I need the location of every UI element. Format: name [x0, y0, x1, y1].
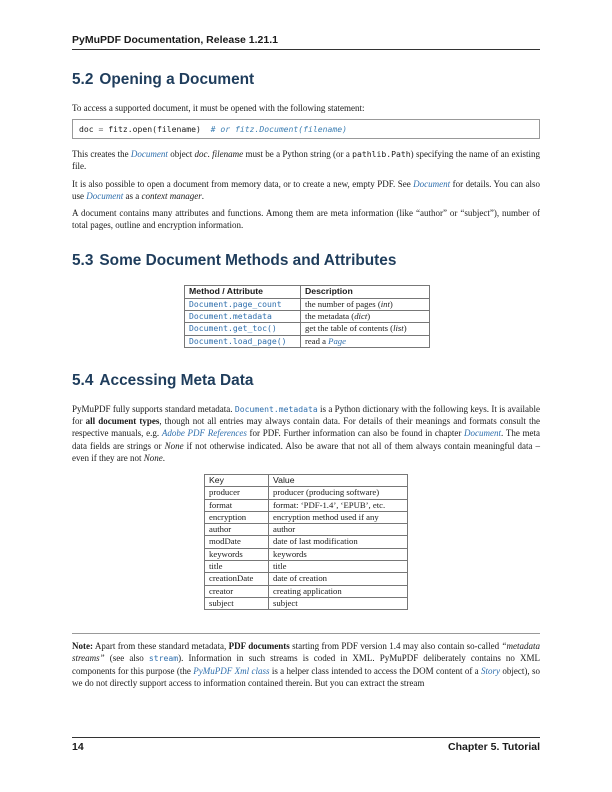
story-link[interactable]: Story	[481, 665, 501, 676]
section-title: Opening a Document	[99, 71, 255, 88]
stream-link[interactable]: stream	[148, 653, 179, 664]
table-row	[185, 335, 430, 347]
note-rule	[72, 633, 540, 634]
meta-value: date of last modification	[269, 536, 408, 548]
meta-value: encryption method used if any	[269, 511, 408, 523]
meta-key: author	[205, 524, 269, 536]
opening-paragraph-2: It is also possible to open a document from memory data, or to create a new, empty PDF. See Document for details. You can also use Document as a context manager.	[72, 178, 540, 201]
meta-key: title	[205, 561, 269, 573]
method-description: get the table of contents (list)	[301, 323, 430, 335]
column-header: Key	[205, 474, 269, 486]
meta-key: keywords	[205, 548, 269, 560]
meta-key: creator	[205, 585, 269, 597]
method-link[interactable]: Document.get_toc()	[185, 323, 301, 335]
column-header: Method / Attribute	[185, 286, 301, 298]
note-paragraph: Note: Apart from these standard metadata, PDF documents starting from PDF version 1.4 may also contain so-called “metadata streams” (see also stream). Information in such streams is coded in XML. PyMuPDF deliberately contains no XML components for this purpose (the PyMuPDF Xml class is a helper class intended to access the DOM content of a Story object), so we do not directly support access to information contained therein. But you can extract the stream	[72, 641, 541, 688]
header-rule	[72, 49, 540, 50]
method-link[interactable]: Document.load_page()	[185, 335, 301, 347]
section-heading-opening	[72, 70, 540, 90]
metadata-link[interactable]: Document.metadata	[234, 403, 318, 414]
meta-value: format: ‘PDF-1.4’, ‘EPUB’, etc.	[269, 499, 408, 511]
table-row	[205, 499, 408, 511]
meta-key: creationDate	[205, 573, 269, 585]
meta-key: format	[205, 499, 269, 511]
method-link[interactable]: Document.metadata	[185, 311, 301, 323]
document-link[interactable]: Document	[413, 178, 451, 189]
document-link[interactable]: Document	[130, 149, 168, 160]
meta-key: encryption	[205, 511, 269, 523]
page-number: 14	[72, 741, 84, 753]
section-heading-meta	[72, 371, 540, 391]
code-operator: =	[98, 124, 104, 135]
meta-value: creating application	[269, 585, 408, 597]
section-title: Accessing Meta Data	[99, 371, 254, 389]
column-header: Description	[301, 286, 430, 298]
section-number: 5.4	[72, 371, 94, 389]
methods-table	[184, 285, 430, 347]
section-number: 5.3	[72, 252, 94, 270]
code-call: fitz.open(filename)	[108, 124, 201, 135]
method-link[interactable]: Document.page_count	[185, 298, 301, 310]
table-row	[185, 323, 430, 335]
table-row	[185, 311, 430, 323]
method-description: read a Page	[301, 335, 430, 347]
code-block-open	[72, 119, 540, 139]
section-heading-methods	[72, 251, 540, 271]
footer-rule	[72, 737, 540, 738]
xml-class-link[interactable]: PyMuPDF Xml class	[193, 665, 270, 676]
table-row	[205, 573, 408, 585]
table-row	[205, 536, 408, 548]
table-row	[185, 298, 430, 310]
section-title: Some Document Methods and Attributes	[99, 252, 397, 270]
chapter-label: Chapter 5. Tutorial	[448, 741, 540, 753]
method-description: the metadata (dict)	[301, 311, 430, 323]
table-row	[205, 548, 408, 560]
table-header-row	[205, 474, 408, 486]
opening-paragraph-3: A document contains many attributes and functions. Among them are meta information (like “author” or “subject”), number of total pages, outline and encryption information.	[72, 208, 540, 231]
meta-value: keywords	[269, 548, 408, 560]
meta-paragraph: PyMuPDF fully supports standard metadata. Document.metadata is a Python dictionary with the following keys. It is available for all document types, though not all entries may always contain data. For details of their meanings and formats consult the respective manuals, e.g. Adobe PDF References for PDF. Further information can also be found in chapter Document. The meta data fields are strings or None if not otherwise indicated. Also be aware that not all of them always contain meaningful data – even if they are not None.	[72, 403, 541, 463]
meta-value: subject	[269, 597, 408, 609]
table-row	[205, 511, 408, 523]
opening-paragraph-1: This creates the Document object doc. filename must be a Python string (or a pathlib.Path) specifying the name of an existing file.	[72, 149, 540, 172]
table-row	[205, 597, 408, 609]
table-header-row	[185, 286, 430, 298]
table-row	[205, 487, 408, 499]
meta-key: producer	[205, 487, 269, 499]
meta-value: date of creation	[269, 573, 408, 585]
meta-key: subject	[205, 597, 269, 609]
adobe-reference-link[interactable]: Adobe PDF References	[161, 428, 247, 439]
meta-value: author	[269, 524, 408, 536]
code-comment: # or fitz.Document(filename)	[210, 124, 348, 135]
section-number: 5.2	[72, 71, 94, 88]
inline-code: pathlib.Path	[352, 149, 411, 160]
document-link[interactable]: Document	[464, 428, 502, 439]
opening-intro: To access a supported document, it must be opened with the following statement:	[72, 103, 365, 113]
table-row	[205, 585, 408, 597]
table-row	[205, 524, 408, 536]
meta-key: modDate	[205, 536, 269, 548]
page-content	[72, 70, 540, 689]
document-link[interactable]: Document	[86, 190, 124, 201]
running-header: PyMuPDF Documentation, Release 1.21.1	[72, 34, 278, 46]
method-description: the number of pages (int)	[301, 298, 430, 310]
page-link[interactable]: Page	[328, 335, 347, 346]
metadata-table	[204, 474, 408, 610]
table-row	[205, 561, 408, 573]
meta-value: title	[269, 561, 408, 573]
code-variable: doc	[79, 124, 94, 135]
column-header: Value	[269, 474, 408, 486]
note-label: Note:	[72, 641, 93, 652]
meta-value: producer (producing software)	[269, 487, 408, 499]
